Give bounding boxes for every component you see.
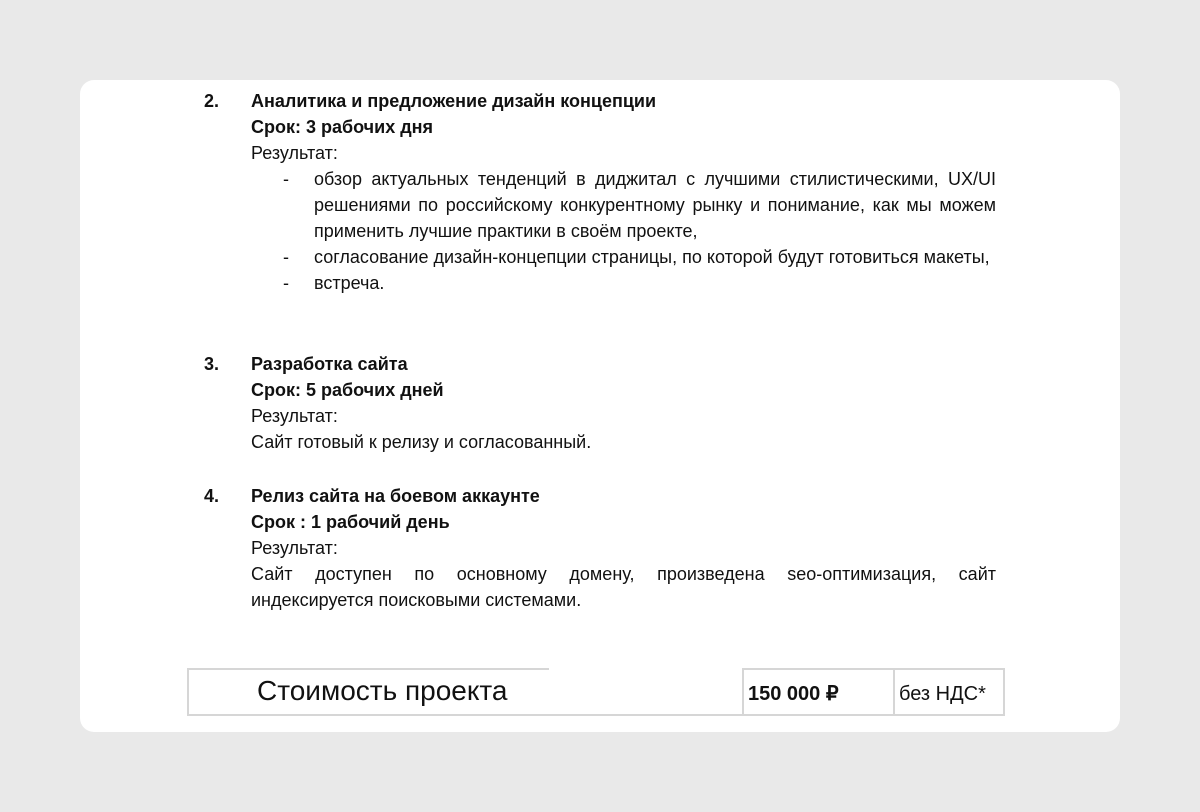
- price-table: [187, 668, 1005, 716]
- cell-border-top: [189, 668, 549, 670]
- list-item-text: обзор актуальных тенденций в диджитал с лучшими стилистическими, UX/UI решениями по российскому конкурентному рынку и понимание, как мы можем применить лучшие практики в своём проекте,: [314, 169, 996, 241]
- stage-title: Релиз сайта на боевом аккаунте: [251, 486, 540, 506]
- vat-note: без НДС*: [899, 683, 986, 705]
- stage-number: 3.: [204, 354, 220, 374]
- result-list: [251, 166, 996, 296]
- result-label: Результат:: [251, 143, 338, 163]
- stage-term: Срок: 5 рабочих дней: [251, 380, 444, 400]
- stage-term: Срок : 1 рабочий день: [251, 512, 450, 532]
- result-label: Результат:: [251, 406, 338, 426]
- result-text: Сайт готовый к релизу и согласованный.: [251, 432, 592, 452]
- stage-number: 2.: [204, 91, 220, 111]
- list-item: [251, 270, 996, 296]
- price-label-cell: [187, 668, 742, 716]
- list-item-text: согласование дизайн-концепции страницы, по которой будут готовиться макеты,: [314, 247, 990, 267]
- price-amount-cell: [742, 668, 895, 716]
- list-item: [251, 244, 996, 270]
- bullet-dash: -: [283, 169, 289, 189]
- list-item: [251, 166, 996, 244]
- bullet-dash: -: [283, 247, 289, 267]
- document-page: [80, 80, 1120, 732]
- stage-term: Срок: 3 рабочих дня: [251, 117, 434, 137]
- stage-title: Аналитика и предложение дизайн концепции: [251, 91, 657, 111]
- price-label: Стоимость проекта: [257, 675, 508, 706]
- result-label: Результат:: [251, 538, 338, 558]
- list-item-text: встреча.: [314, 273, 385, 293]
- stage-title: Разработка сайта: [251, 354, 408, 374]
- bullet-dash: -: [283, 273, 289, 293]
- price-amount: 150 000 ₽: [748, 683, 839, 705]
- stage-number: 4.: [204, 486, 220, 506]
- result-text: Сайт доступен по основному домену, произведена seo-оптимизация, сайт индексируется поисковыми системами.: [251, 564, 996, 610]
- vat-note-cell: [893, 668, 1005, 716]
